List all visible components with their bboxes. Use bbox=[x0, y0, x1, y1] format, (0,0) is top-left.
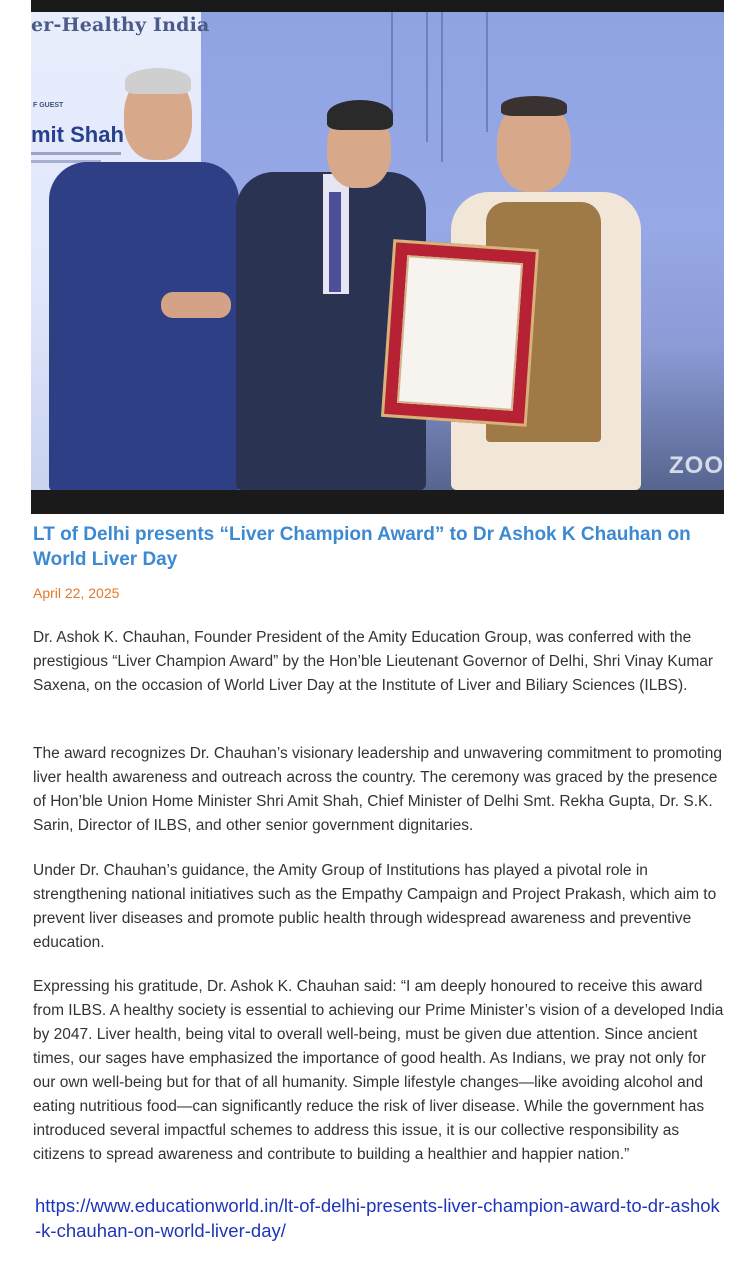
article-paragraph: The award recognizes Dr. Chauhan’s visionary leadership and unwavering commitment to promoting liver health awareness and outreach across the country. The ceremony was graced by the presence of Hon’ble Union Home Minister Shri Amit Shah, Chief Minister of Delhi Smt. Rekha Gupta, Dr. S.K. Sarin, Director of ILBS, and other senior government dignitaries. bbox=[33, 745, 722, 834]
award-certificate-frame bbox=[381, 239, 539, 427]
stage-light-pole bbox=[441, 12, 443, 162]
article-paragraph: Under Dr. Chauhan’s guidance, the Amity Group of Institutions has played a pivotal role in strengthening national initiatives such as the Empathy Campaign and Project Prakash, which aim to prevent liver diseases and promote public health through widespread awareness and preventive education. bbox=[33, 862, 717, 951]
stage-light-pole bbox=[426, 12, 428, 142]
source-link[interactable]: https://www.educationworld.in/lt-of-delhi-presents-liver-champion-award-to-dr-ashok-k-chauhan-on-world-liver-day/ bbox=[35, 1195, 720, 1241]
article-paragraph: Dr. Ashok K. Chauhan, Founder President of the Amity Education Group, was conferred with the prestigious “Liver Champion Award” by the Hon’ble Lieutenant Governor of Delhi, Shri Vinay Kumar Saxena, on the occasion of World Liver Day at the Institute of Liver and Biliary Sciences (ILBS). bbox=[33, 629, 714, 694]
banner-slogan: er-Healthy India bbox=[31, 14, 210, 36]
watermark-text: ZOO bbox=[669, 452, 724, 479]
banner-guest-name: mit Shah bbox=[31, 122, 124, 147]
banner-subtext-line bbox=[31, 152, 121, 155]
stage-light-pole bbox=[486, 12, 488, 132]
article-date: April 22, 2025 bbox=[33, 585, 120, 601]
photo-scene bbox=[31, 12, 724, 490]
banner-guest-label: F GUEST bbox=[33, 102, 64, 109]
article-title: LT of Delhi presents “Liver Champion Award” to Dr Ashok K Chauhan on World Liver Day bbox=[33, 524, 691, 570]
award-certificate bbox=[397, 255, 523, 411]
article-paragraph: Expressing his gratitude, Dr. Ashok K. Chauhan said: “I am deeply honoured to receive this award from ILBS. A healthy society is essential to achieving our Prime Minister’s vision of a developed India by 2047. Liver health, being vital to overall well-being, must be given due attention. Since ancient times, our sages have emphasized the importance of good health. As Indians, we pray not only for our own well-being but for that of all humanity. Simple lifestyle changes—like avoiding alcohol and eating nutritious food—can significantly reduce the risk of liver disease. While the government has introduced several impactful schemes to address this issue, it is our collective responsibility as citizens to spread awareness and contribute to building a healthier and happier nation.” bbox=[33, 978, 724, 1163]
award-ceremony-photo bbox=[31, 0, 724, 514]
stage-light-pole bbox=[391, 12, 393, 122]
